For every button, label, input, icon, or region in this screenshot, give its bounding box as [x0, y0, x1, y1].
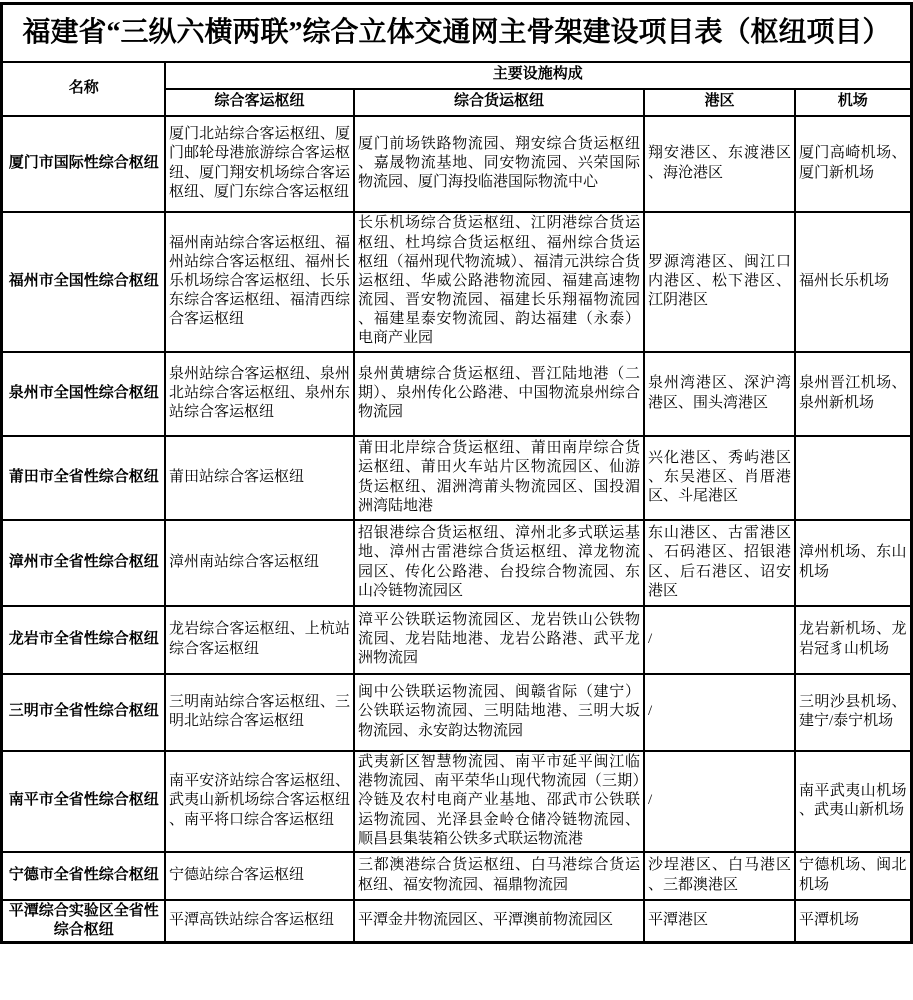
group-header-row	[2, 62, 911, 89]
port-area-cell: 东山港区、古雷港区、石码港区、招银港区、后石港区、诏安港区	[644, 520, 795, 606]
airport-cell: 南平武夷山机场、武夷山新机场	[795, 751, 911, 852]
table-row	[2, 751, 911, 852]
passenger-hub-cell: 莆田站综合客运枢纽	[165, 436, 354, 520]
table-header	[2, 4, 911, 116]
port-area-header: 港区	[644, 89, 795, 116]
freight-hub-header: 综合货运枢纽	[354, 89, 644, 116]
passenger-hub-cell: 泉州站综合客运枢纽、泉州北站综合客运枢纽、泉州东站综合客运枢纽	[165, 352, 354, 436]
airport-cell: 泉州晋江机场、泉州新机场	[795, 352, 911, 436]
port-area-cell: 泉州湾港区、深沪湾港区、围头湾港区	[644, 352, 795, 436]
table-row	[2, 520, 911, 606]
table-row	[2, 352, 911, 436]
passenger-hub-header: 综合客运枢纽	[165, 89, 354, 116]
airport-cell: 福州长乐机场	[795, 212, 911, 352]
port-area-cell: 兴化港区、秀屿港区、东吴港区、肖厝港区、斗尾港区	[644, 436, 795, 520]
freight-hub-cell: 泉州黄塘综合货运枢纽、晋江陆地港（二期）、泉州传化公路港、中国物流泉州综合物流园	[354, 352, 644, 436]
airport-header: 机场	[795, 89, 911, 116]
freight-hub-cell: 招银港综合货运枢纽、漳州北多式联运基地、漳州古雷港综合货运枢纽、漳龙物流园区、传化公路港、台投综合物流园、东山冷链物流园区	[354, 520, 644, 606]
hub-name-cell: 漳州市全省性综合枢纽	[2, 520, 165, 606]
freight-hub-cell: 长乐机场综合货运枢纽、江阴港综合货运枢纽、杜坞综合货运枢纽、福州综合货运枢纽（福州现代物流城）、福清元洪综合货运枢纽、华威公路港物流园、福建高速物流园、晋安物流园、福建长乐翔福物流园、福建星泰安物流园、韵达福建（永泰）电商产业园	[354, 212, 644, 352]
title-row	[2, 4, 911, 62]
hub-name-cell: 泉州市全国性综合枢纽	[2, 352, 165, 436]
passenger-hub-cell: 宁德站综合客运枢纽	[165, 852, 354, 900]
passenger-hub-cell: 平潭高铁站综合客运枢纽	[165, 900, 354, 943]
freight-hub-cell: 武夷新区智慧物流园、南平市延平闽江临港物流园、南平荣华山现代物流园（三期）冷链及农村电商产业基地、邵武市公铁联运物流园、光泽县金岭仓储冷链物流园、顺昌县集装箱公铁多式联运物流港	[354, 751, 644, 852]
airport-cell: 宁德机场、闽北机场	[795, 852, 911, 900]
passenger-hub-cell: 三明南站综合客运枢纽、三明北站综合客运枢纽	[165, 674, 354, 751]
table-row	[2, 212, 911, 352]
table-row	[2, 852, 911, 900]
hub-name-cell: 平潭综合实验区全省性综合枢纽	[2, 900, 165, 943]
port-area-cell: 翔安港区、东渡港区、海沧港区	[644, 116, 795, 212]
hub-name-cell: 厦门市国际性综合枢纽	[2, 116, 165, 212]
freight-hub-cell: 闽中公铁联运物流园、闽赣省际（建宁）公铁联运物流园、三明陆地港、三明大坂物流园、永安韵达物流园	[354, 674, 644, 751]
port-area-cell: /	[644, 606, 795, 674]
hub-name-cell: 三明市全省性综合枢纽	[2, 674, 165, 751]
port-area-cell: /	[644, 674, 795, 751]
table-row	[2, 436, 911, 520]
table-row	[2, 900, 911, 943]
airport-cell: 厦门高崎机场、厦门新机场	[795, 116, 911, 212]
table-row	[2, 674, 911, 751]
table-row	[2, 606, 911, 674]
freight-hub-cell: 平潭金井物流园区、平潭澳前物流园区	[354, 900, 644, 943]
freight-hub-cell: 漳平公铁联运物流园区、龙岩铁山公铁物流园、龙岩陆地港、龙岩公路港、武平龙洲物流园	[354, 606, 644, 674]
passenger-hub-cell: 福州南站综合客运枢纽、福州站综合客运枢纽、福州长乐机场综合客运枢纽、长乐东综合客运枢纽、福清西综合客运枢纽	[165, 212, 354, 352]
name-column-header: 名称	[2, 62, 165, 116]
airport-cell: 平潭机场	[795, 900, 911, 943]
facilities-group-header: 主要设施构成	[165, 62, 911, 89]
airport-cell: 龙岩新机场、龙岩冠豸山机场	[795, 606, 911, 674]
table-row	[2, 116, 911, 212]
port-area-cell: /	[644, 751, 795, 852]
airport-cell: 三明沙县机场、建宁/泰宁机场	[795, 674, 911, 751]
hub-name-cell: 莆田市全省性综合枢纽	[2, 436, 165, 520]
passenger-hub-cell: 厦门北站综合客运枢纽、厦门邮轮母港旅游综合客运枢纽、厦门翔安机场综合客运枢纽、厦门东综合客运枢纽	[165, 116, 354, 212]
table-body	[2, 116, 911, 943]
hub-projects-table	[0, 2, 912, 944]
passenger-hub-cell: 龙岩综合客运枢纽、上杭站综合客运枢纽	[165, 606, 354, 674]
port-area-cell: 平潭港区	[644, 900, 795, 943]
page-title: 福建省“三纵六横两联”综合立体交通网主骨架建设项目表（枢纽项目）	[2, 4, 911, 62]
port-area-cell: 罗源湾港区、闽江口内港区、松下港区、江阴港区	[644, 212, 795, 352]
passenger-hub-cell: 南平安济站综合客运枢纽、武夷山新机场综合客运枢纽、南平将口综合客运枢纽	[165, 751, 354, 852]
freight-hub-cell: 厦门前场铁路物流园、翔安综合货运枢纽、嘉晟物流基地、同安物流园、兴荣国际物流园、厦门海投临港国际物流中心	[354, 116, 644, 212]
hub-name-cell: 宁德市全省性综合枢纽	[2, 852, 165, 900]
airport-cell: 漳州机场、东山机场	[795, 520, 911, 606]
freight-hub-cell: 莆田北岸综合货运枢纽、莆田南岸综合货运枢纽、莆田火车站片区物流园区、仙游货运枢纽、湄洲湾莆头物流园区、国投湄洲湾陆地港	[354, 436, 644, 520]
hub-name-cell: 福州市全国性综合枢纽	[2, 212, 165, 352]
airport-cell	[795, 436, 911, 520]
hub-name-cell: 南平市全省性综合枢纽	[2, 751, 165, 852]
hub-name-cell: 龙岩市全省性综合枢纽	[2, 606, 165, 674]
port-area-cell: 沙埕港区、白马港区、三都澳港区	[644, 852, 795, 900]
passenger-hub-cell: 漳州南站综合客运枢纽	[165, 520, 354, 606]
freight-hub-cell: 三都澳港综合货运枢纽、白马港综合货运枢纽、福安物流园、福鼎物流园	[354, 852, 644, 900]
